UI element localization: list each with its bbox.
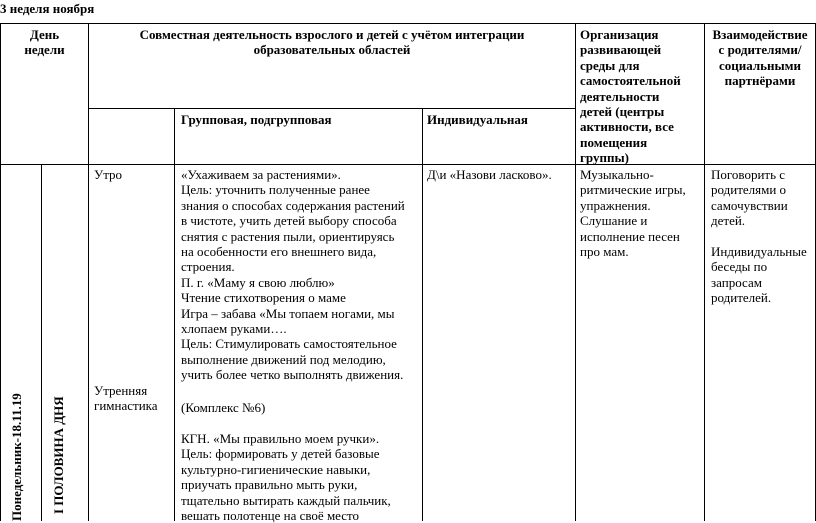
parents-text: Поговорить с родителями о самочувствии детей. Индивидуальные беседы по запросам родителей. — [711, 167, 807, 306]
kgn-text: КГН. «Мы правильно моем ручки». Цель: формировать у детей базовые культурно-гигиенические навыки, приучать правильно мыть руки, тщательно вытирать каждый пальчик, вешать полотенце на своё место — [181, 431, 391, 523]
header-individual: Индивидуальная — [427, 112, 528, 127]
header-joint-activity: Совместная деятельность взрослого и детей с учётом интеграции образовательных областей — [139, 27, 525, 58]
time-morning: Утро — [94, 167, 123, 182]
page-title: 3 неделя ноября — [0, 1, 95, 16]
complex-number: (Комплекс №6) — [181, 400, 266, 415]
group-activity-text: «Ухаживаем за растениями». Цель: уточнить полученные ранее знания о способах содержания растений в чистоте, учить детей выбору способа снятия с растения пыли, ориентируясь на особенности его внешнего вида, строения. П. г. «Маму я свою люблю» Чтение стихотворения о маме Игра – забава «Мы топаем ногами, мы хлопаем руками…. Цель: Стимулировать самостоятельное выполнение движений под мелодию, учить более четко выполнять движения. — [181, 167, 405, 383]
header-environment: Организация развивающей среды для самостоятельной деятельности детей (центры активности, все помещения группы) — [580, 27, 681, 166]
day-label: Понедельник-18.11.19 — [9, 393, 24, 521]
time-exercise: Утренняя гимнастика — [94, 383, 158, 414]
header-day: День недели — [24, 27, 65, 58]
environment-text: Музыкально- ритмические игры, упражнения. Слушание и исполнение песен про мам. — [580, 167, 686, 260]
header-group: Групповая, подгрупповая — [181, 112, 332, 127]
header-parents: Взаимодействие с родителями/ социальными партнёрами — [712, 27, 808, 89]
individual-activity: Д\и «Назови ласково». — [427, 167, 552, 182]
half-day-label: I ПОЛОВИНА ДНЯ — [51, 396, 66, 514]
